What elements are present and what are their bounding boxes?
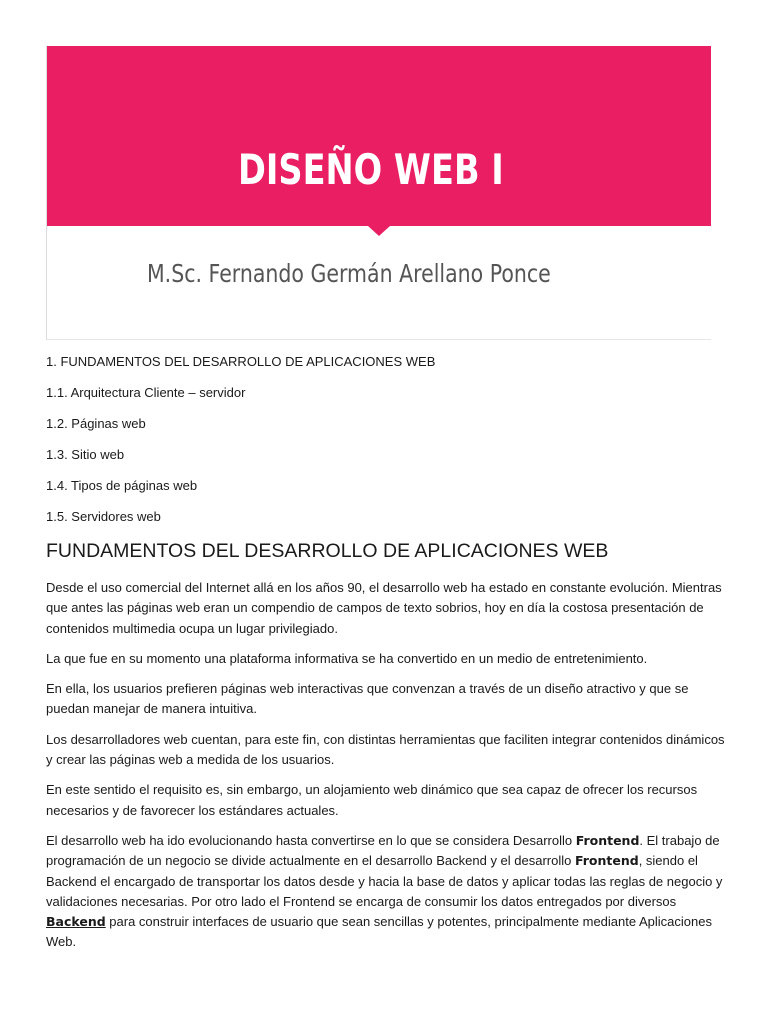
toc-item: 1.4. Tipos de páginas web [46, 478, 198, 493]
toc-item: 1.2. Páginas web [46, 416, 146, 431]
paragraph-frontend [46, 831, 726, 953]
banner-header-block [47, 46, 711, 226]
section-body [46, 578, 726, 963]
title-banner [46, 46, 711, 340]
toc-item: 1. FUNDAMENTOS DEL DESARROLLO DE APLICACIONES WEB [46, 354, 436, 369]
banner-notch-arrow [368, 226, 390, 236]
toc-item: 1.5. Servidores web [46, 509, 161, 524]
section-heading: FUNDAMENTOS DEL DESARROLLO DE APLICACIONES WEB [46, 540, 609, 562]
paragraph-text: El desarrollo web ha ido evolucionando hasta convertirse en lo que se considera Desarrollo [46, 832, 576, 848]
backend-link[interactable]: Backend [46, 914, 106, 930]
paragraph: Los desarrolladores web cuentan, para este fin, con distintas herramientas que faciliten integrar contenidos dinámicos y crear las páginas web a medida de los usuarios. [46, 731, 725, 768]
keyword-frontend: Frontend [574, 853, 639, 869]
paragraph: En este sentido el requisito es, sin embargo, un alojamiento web dinámico que sea capaz de ofrecer los recursos necesarios y de favorecer los estándares actuales. [46, 782, 698, 818]
banner-divider [47, 339, 711, 340]
toc-item: 1.3. Sitio web [46, 447, 125, 462]
paragraph-text: para construir interfaces de usuario que sean sencillas y potentes, principalmente mediante Aplicaciones Web. [46, 914, 712, 950]
paragraph-text: . El trabajo de programación de un negocio se divide actualmente en el desarrollo Backend y el desarrollo [46, 832, 720, 869]
paragraph: Desde el uso comercial del Internet allá en los años 90, el desarrollo web ha estado en constante evolución. Mientras que antes las páginas web eran un compendio de campos de texto sobrios, hoy en día la costosa presentación de contenidos multimedia ocupa un lugar privilegiado. [46, 580, 722, 636]
keyword-frontend: Frontend [575, 832, 640, 848]
paragraph: La que fue en su momento una plataforma informativa se ha convertido en un medio de entretenimiento. [46, 650, 648, 666]
toc-item: 1.1. Arquitectura Cliente – servidor [46, 385, 246, 400]
author-name: M.Sc. Fernando Germán Arellano Ponce [147, 259, 551, 288]
paragraph-text: , siendo el Backend el encargado de transportar los datos desde y hacia la base de datos y aplicar todas las reglas de negocio y validaciones necesarias. Por otro lado el Frontend se encarga de consumir los datos entregados por diversos [46, 853, 723, 909]
table-of-contents [46, 352, 726, 538]
document-title: DISEÑO WEB I [238, 145, 504, 194]
paragraph: En ella, los usuarios prefieren páginas web interactivas que convenzan a través de un diseño atractivo y que se puedan manejar de manera intuitiva. [46, 681, 689, 717]
